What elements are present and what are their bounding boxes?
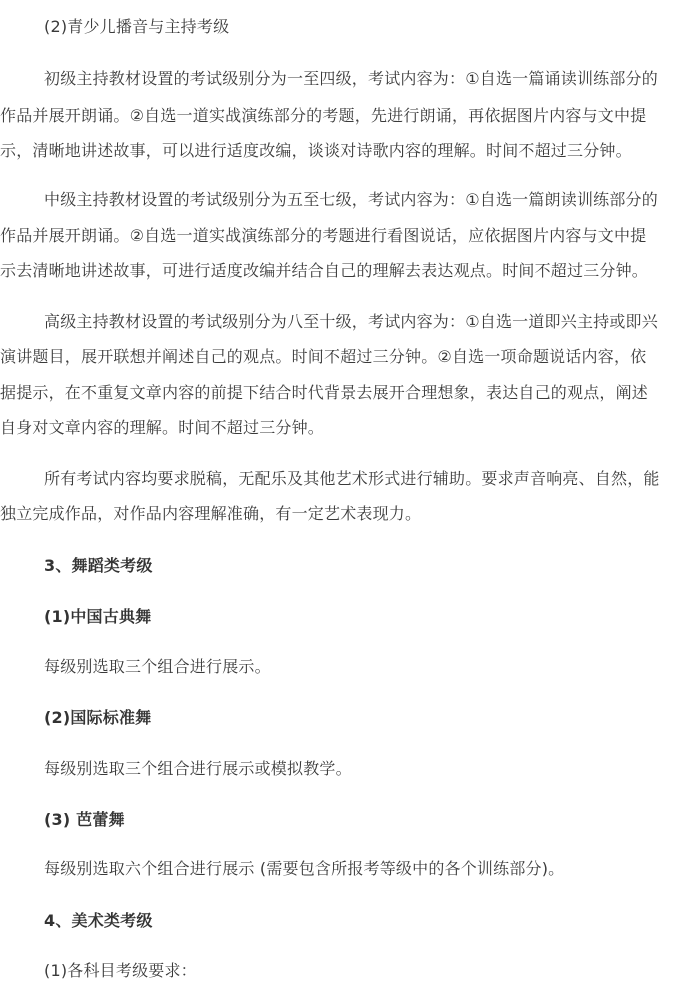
chinese-classical-dance-text: 每级别选取三个组合进行展示。	[44, 657, 271, 676]
art-subjects-heading: (1)各科目考级要求：	[44, 961, 197, 980]
paragraph-line: 自身对文章内容的理解。时间不超过三分钟。	[0, 418, 325, 437]
ballroom-dance-heading: (2)国际标准舞	[44, 708, 152, 727]
paragraph-line: 中级主持教材设置的考试级别分为五至七级，考试内容为：①自选一篇朗读训练部分的	[44, 190, 658, 209]
youth-broadcasting-heading: (2)青少儿播音与主持考级	[44, 17, 230, 36]
paragraph-line: 据提示，在不重复文章内容的前提下结合时代背景去展开合理想象，表达自己的观点，阐述	[0, 383, 649, 402]
ballet-heading: (3) 芭蕾舞	[44, 810, 125, 829]
paragraph-line: 示，清晰地讲述故事，可以进行适度改编，谈谈对诗歌内容的理解。时间不超过三分钟。	[0, 141, 632, 160]
chinese-classical-dance-heading: (1)中国古典舞	[44, 607, 152, 626]
dance-section-heading: 3、舞蹈类考级	[44, 556, 153, 575]
ballet-text: 每级别选取六个组合进行展示 (需要包含所报考等级中的各个训练部分)。	[44, 859, 565, 878]
paragraph-line: 作品并展开朗诵。②自选一道实战演练部分的考题，先进行朗诵，再依据图片内容与文中提	[0, 106, 647, 125]
paragraph-line: 示去清晰地讲述故事，可进行适度改编并结合自己的理解去表达观点。时间不超过三分钟。	[0, 261, 649, 280]
paragraph-line: 作品并展开朗诵。②自选一道实战演练部分的考题进行看图说话，应依据图片内容与文中提	[0, 226, 647, 245]
paragraph-line: 所有考试内容均要求脱稿，无配乐及其他艺术形式进行辅助。要求声音响亮、自然，能	[44, 469, 660, 488]
art-section-heading: 4、美术类考级	[44, 911, 153, 930]
paragraph-line: 演讲题目，展开联想并阐述自己的观点。时间不超过三分钟。②自选一项命题说话内容，依	[0, 347, 647, 366]
paragraph-line: 初级主持教材设置的考试级别分为一至四级，考试内容为：①自选一篇诵读训练部分的	[44, 69, 658, 88]
ballroom-dance-text: 每级别选取三个组合进行展示或模拟教学。	[44, 759, 352, 778]
paragraph-line: 高级主持教材设置的考试级别分为八至十级，考试内容为：①自选一道即兴主持或即兴	[44, 312, 658, 331]
paragraph-line: 独立完成作品，对作品内容理解准确，有一定艺术表现力。	[0, 504, 422, 523]
